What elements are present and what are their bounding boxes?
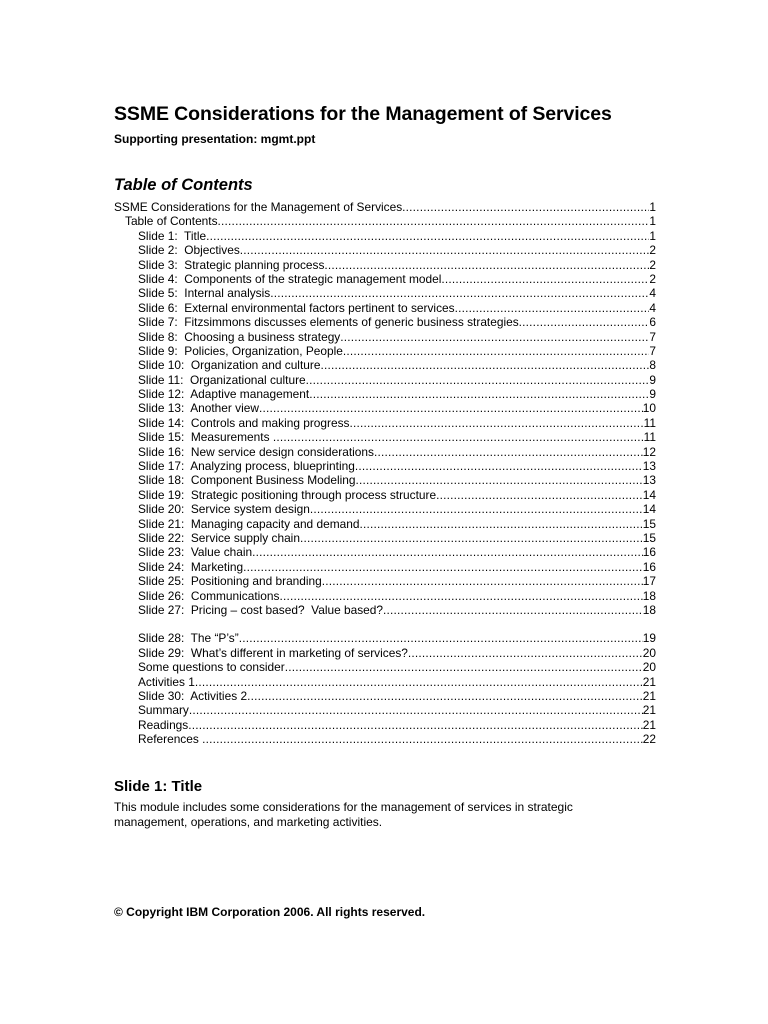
toc-entry-page: 16 bbox=[642, 559, 656, 574]
toc-entry-page: 7 bbox=[649, 343, 656, 358]
toc-entry-page: 20 bbox=[642, 660, 656, 675]
toc-entry-label: Slide 4: Components of the strategic management model bbox=[138, 271, 442, 286]
toc-entry-label: Summary bbox=[138, 703, 189, 718]
toc-entry[interactable] bbox=[114, 473, 656, 487]
toc-entry-label: Slide 23: Value chain bbox=[138, 545, 253, 560]
toc-dot-leader bbox=[355, 459, 643, 473]
toc-entry[interactable] bbox=[114, 703, 656, 717]
document-title: SSME Considerations for the Management of Services bbox=[114, 103, 612, 125]
toc-entry-label: Slide 6: External environmental factors pertinent to services bbox=[138, 300, 455, 315]
toc-entry-label: Readings bbox=[138, 717, 189, 732]
toc-dot-leader bbox=[309, 387, 649, 401]
toc-entry-label: Slide 17: Analyzing process, blueprinting bbox=[138, 459, 355, 474]
toc-entry-page: 14 bbox=[642, 487, 656, 502]
toc-dot-leader bbox=[441, 272, 649, 286]
toc-entry-label: Table of Contents bbox=[125, 214, 218, 229]
toc-dot-leader bbox=[350, 416, 644, 430]
toc-entry-page: 21 bbox=[642, 703, 656, 718]
toc-entry-label: Slide 16: New service design considerations bbox=[138, 444, 374, 459]
toc-entry[interactable] bbox=[114, 286, 656, 300]
toc-entry[interactable] bbox=[114, 214, 656, 228]
toc-entry[interactable] bbox=[114, 344, 656, 358]
toc-entry-page: 1 bbox=[649, 200, 656, 214]
toc-entry-page: 7 bbox=[649, 329, 656, 344]
toc-dot-leader bbox=[195, 675, 643, 689]
toc-entry-label: SSME Considerations for the Management of Services bbox=[114, 200, 403, 214]
toc-dot-leader bbox=[383, 603, 643, 617]
toc-entry-label: Slide 21: Managing capacity and demand bbox=[138, 516, 360, 531]
toc-entry-label: Some questions to consider bbox=[138, 660, 285, 675]
toc-dot-leader bbox=[243, 560, 643, 574]
toc-dot-leader bbox=[285, 660, 643, 674]
toc-entry-page: 8 bbox=[649, 358, 656, 373]
toc-entry-label: Slide 12: Adaptive management bbox=[138, 387, 310, 402]
toc-entry-page: 6 bbox=[649, 315, 656, 330]
toc-entry[interactable] bbox=[114, 416, 656, 430]
toc-entry-label: References bbox=[138, 732, 203, 747]
toc-entry[interactable] bbox=[114, 517, 656, 531]
toc-dot-leader bbox=[455, 301, 650, 315]
toc-entry[interactable] bbox=[114, 732, 656, 746]
toc-entry[interactable] bbox=[114, 272, 656, 286]
toc-dot-leader bbox=[340, 330, 649, 344]
toc-entry-label: Slide 30: Activities 2 bbox=[138, 688, 248, 703]
toc-entry[interactable] bbox=[114, 675, 656, 689]
toc-entry[interactable] bbox=[114, 200, 656, 214]
toc-entry-label: Slide 13: Another view bbox=[138, 401, 259, 416]
toc-entry[interactable] bbox=[114, 631, 656, 645]
toc-dot-leader bbox=[189, 703, 643, 717]
toc-dot-leader bbox=[355, 473, 642, 487]
toc-dot-leader bbox=[408, 646, 643, 660]
toc-dot-leader bbox=[320, 358, 649, 372]
toc-entry[interactable] bbox=[114, 718, 656, 732]
toc-entry-page: 16 bbox=[642, 545, 656, 560]
toc-entry-page: 18 bbox=[642, 602, 656, 617]
toc-entry[interactable] bbox=[114, 603, 656, 617]
toc-entry-label: Slide 9: Policies, Organization, People bbox=[138, 343, 343, 358]
toc-entry[interactable] bbox=[114, 330, 656, 344]
section-body-text: This module includes some considerations for the management of services in strategic management, operations, and marketing activities. bbox=[114, 800, 573, 829]
toc-dot-leader bbox=[519, 315, 650, 329]
toc-entry[interactable] bbox=[114, 660, 656, 674]
toc-entry-label: Slide 1: Title bbox=[138, 228, 207, 243]
toc-entry[interactable] bbox=[114, 459, 656, 473]
toc-entry-page: 21 bbox=[642, 674, 656, 689]
toc-entry[interactable] bbox=[114, 358, 656, 372]
toc-dot-leader bbox=[436, 488, 643, 502]
toc-dot-leader bbox=[306, 373, 650, 387]
toc-heading: Table of Contents bbox=[114, 176, 253, 194]
toc-entry[interactable] bbox=[114, 373, 656, 387]
toc-entry-label: Slide 29: What’s different in marketing of services? bbox=[138, 645, 408, 660]
toc-dot-leader bbox=[402, 200, 649, 214]
toc-dot-leader bbox=[310, 502, 643, 516]
toc-dot-leader bbox=[247, 689, 643, 703]
toc-entry-page: 2 bbox=[649, 271, 656, 286]
toc-entry-label: Slide 7: Fitzsimmons discusses elements of generic business strategies bbox=[138, 315, 519, 330]
toc-entry-label: Activities 1 bbox=[138, 674, 195, 689]
toc-dot-leader bbox=[359, 517, 642, 531]
toc-dot-leader bbox=[240, 243, 650, 257]
toc-entry-label: Slide 8: Choosing a business strategy bbox=[138, 329, 341, 344]
toc-entry-page: 14 bbox=[642, 502, 656, 517]
toc-entry-page: 15 bbox=[642, 516, 656, 531]
toc-entry[interactable] bbox=[114, 545, 656, 559]
toc-entry-page: 11 bbox=[643, 430, 656, 445]
toc-entry-page: 20 bbox=[642, 645, 656, 660]
toc-entry[interactable] bbox=[114, 315, 656, 329]
toc-dot-leader bbox=[324, 258, 649, 272]
toc-entry-page: 15 bbox=[642, 530, 656, 545]
toc-entry-page: 21 bbox=[642, 688, 656, 703]
toc-entry-page: 12 bbox=[642, 444, 656, 459]
toc-dot-leader bbox=[252, 545, 643, 559]
toc-entry-label: Slide 24: Marketing bbox=[138, 559, 244, 574]
toc-entry[interactable] bbox=[114, 488, 656, 502]
toc-entry-label: Slide 15: Measurements bbox=[138, 430, 273, 445]
toc-entry-page: 22 bbox=[642, 732, 656, 747]
toc-entry[interactable] bbox=[114, 401, 656, 415]
toc-dot-leader bbox=[322, 574, 643, 588]
toc-entry-label: Slide 20: Service system design bbox=[138, 502, 310, 517]
toc-entry[interactable] bbox=[114, 574, 656, 588]
toc-entry-page: 1 bbox=[649, 214, 656, 229]
toc-entry[interactable] bbox=[114, 502, 656, 516]
toc-entry-page: 13 bbox=[642, 473, 656, 488]
toc-entry-label: Slide 10: Organization and culture bbox=[138, 358, 321, 373]
toc-dot-leader bbox=[206, 229, 649, 243]
toc-dot-leader bbox=[239, 631, 643, 645]
toc-entry[interactable] bbox=[114, 258, 656, 272]
toc-entry-label: Slide 22: Service supply chain bbox=[138, 530, 300, 545]
toc-dot-leader bbox=[273, 430, 644, 444]
toc-entry-page: 9 bbox=[649, 372, 656, 387]
toc-entry[interactable] bbox=[114, 445, 656, 459]
copyright-notice: © Copyright IBM Corporation 2006. All rights reserved. bbox=[114, 905, 426, 919]
toc-dot-leader bbox=[270, 286, 649, 300]
toc-entry[interactable] bbox=[114, 243, 656, 257]
toc-entry-page: 21 bbox=[642, 717, 656, 732]
toc-entry-page: 4 bbox=[649, 300, 656, 315]
toc-entry-label: Slide 18: Component Business Modeling bbox=[138, 473, 356, 488]
toc-dot-leader bbox=[202, 732, 643, 746]
toc-entry[interactable] bbox=[114, 689, 656, 703]
toc-dot-leader bbox=[188, 718, 643, 732]
toc-entry-page: 13 bbox=[642, 459, 656, 474]
toc-dot-leader bbox=[279, 589, 642, 603]
toc-entry[interactable] bbox=[114, 646, 656, 660]
toc-entry-label: Slide 27: Pricing – cost based? Value based? bbox=[138, 602, 384, 617]
toc-entry-label: Slide 14: Controls and making progress bbox=[138, 415, 350, 430]
toc-entry-page: 19 bbox=[642, 631, 656, 646]
toc-entry-page: 9 bbox=[649, 387, 656, 402]
toc-dot-leader bbox=[259, 401, 643, 415]
toc-entry-page: 11 bbox=[643, 415, 656, 430]
table-of-contents bbox=[114, 200, 656, 746]
document-subtitle: Supporting presentation: mgmt.ppt bbox=[114, 132, 316, 146]
toc-entry-page: 4 bbox=[649, 286, 656, 301]
toc-entry-page: 18 bbox=[642, 588, 656, 603]
toc-entry-label: Slide 3: Strategic planning process bbox=[138, 257, 325, 272]
toc-entry-label: Slide 25: Positioning and branding bbox=[138, 574, 322, 589]
toc-entry-page: 2 bbox=[649, 243, 656, 258]
toc-entry[interactable] bbox=[114, 301, 656, 315]
toc-dot-leader bbox=[374, 445, 643, 459]
toc-entry[interactable] bbox=[114, 531, 656, 545]
toc-entry-label: Slide 28: The “P’s” bbox=[138, 631, 239, 646]
toc-dot-leader bbox=[218, 214, 650, 228]
toc-entry-label: Slide 26: Communications bbox=[138, 588, 280, 603]
toc-dot-leader bbox=[300, 531, 643, 545]
toc-entry-page: 1 bbox=[649, 228, 656, 243]
toc-entry[interactable] bbox=[114, 430, 656, 444]
toc-entry[interactable] bbox=[114, 229, 656, 243]
section-heading: Slide 1: Title bbox=[114, 778, 203, 795]
toc-entry-label: Slide 11: Organizational culture bbox=[138, 372, 306, 387]
toc-entry-label: Slide 2: Objectives bbox=[138, 243, 240, 258]
toc-entry-label: Slide 19: Strategic positioning through process structure bbox=[138, 487, 437, 502]
toc-dot-leader bbox=[343, 344, 649, 358]
toc-entry[interactable] bbox=[114, 589, 656, 603]
toc-entry-label: Slide 5: Internal analysis bbox=[138, 286, 271, 301]
toc-entry[interactable] bbox=[114, 387, 656, 401]
toc-entry-page: 2 bbox=[649, 257, 656, 272]
toc-entry-page: 17 bbox=[642, 574, 656, 589]
toc-entry[interactable] bbox=[114, 560, 656, 574]
toc-entry-page: 10 bbox=[642, 401, 656, 416]
